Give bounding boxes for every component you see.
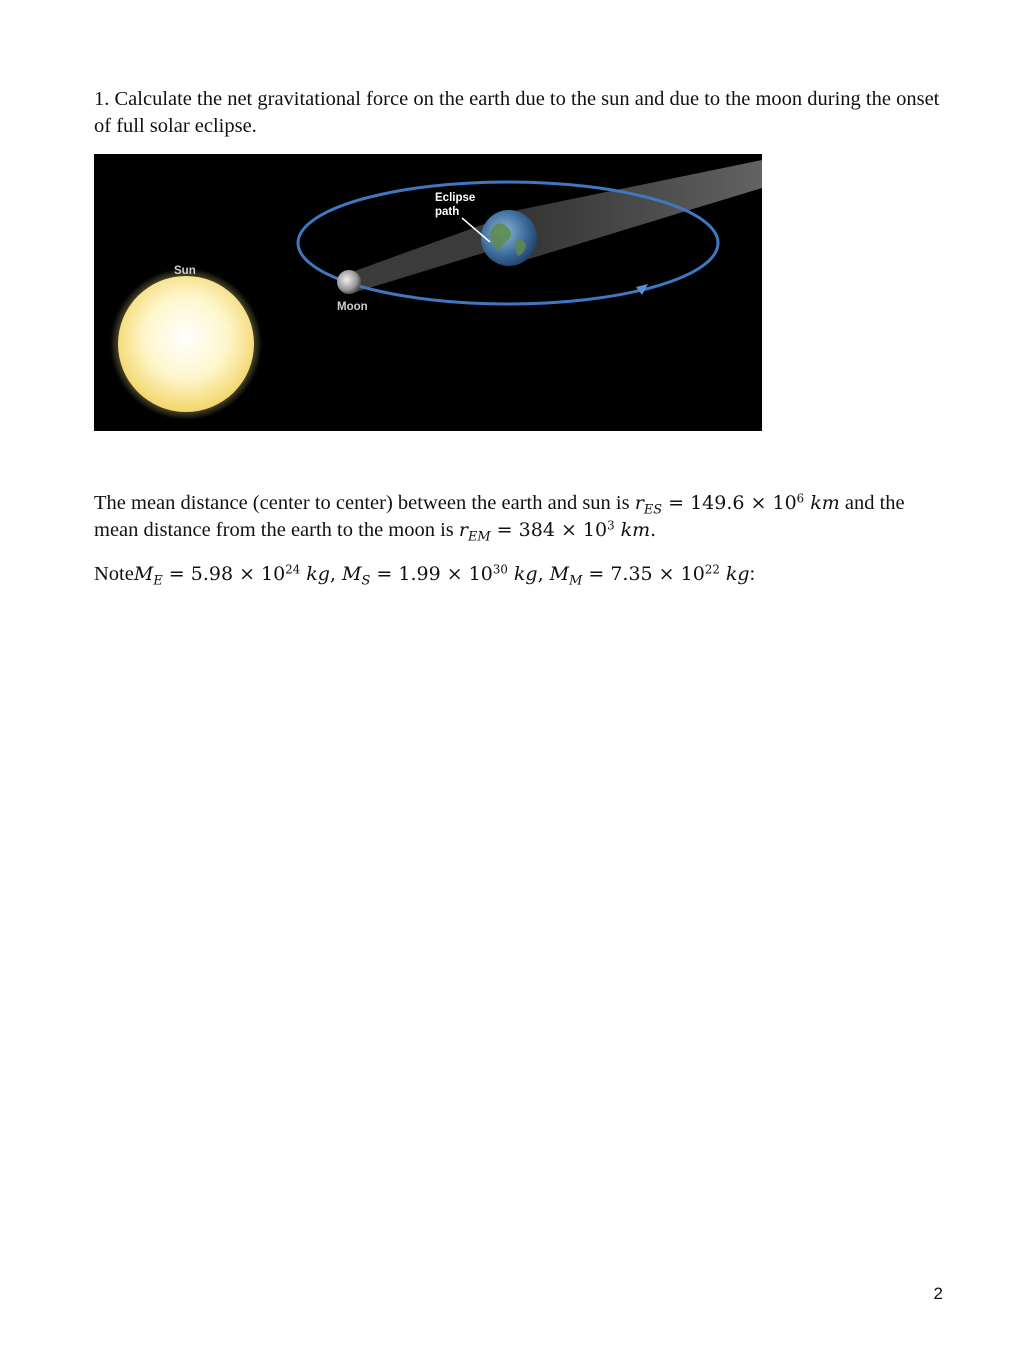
mass-note <box>94 561 954 588</box>
sep-2: , <box>537 563 550 585</box>
r-em-subscript: EM <box>468 529 491 545</box>
label-moon: Moon <box>337 301 368 313</box>
label-eclipse: Eclipse <box>435 192 476 204</box>
r-em-value: = 384 × 10 <box>490 519 608 541</box>
me-unit: kg <box>306 563 330 585</box>
distance-statement <box>94 490 954 544</box>
page-number: 2 <box>933 1284 943 1303</box>
r-em-unit: km <box>620 519 651 541</box>
ms-unit: kg <box>513 563 538 585</box>
me-exponent: 24 <box>285 562 301 577</box>
moon <box>337 270 361 294</box>
mm-subscript: M <box>569 573 583 589</box>
mm-value: = 7.35 × 10 <box>582 563 705 585</box>
sun <box>118 276 254 412</box>
note-prefix: Note <box>94 563 134 585</box>
distance-end: . <box>650 519 657 541</box>
mm-unit: kg <box>725 563 750 585</box>
r-es-value: = 149.6 × 10 <box>662 492 797 514</box>
r-em-equation <box>458 518 657 545</box>
me-value: = 5.98 × 10 <box>162 563 286 585</box>
distance-connector: and the mean distance from the earth to the moon is <box>94 492 905 541</box>
ms-exponent: 30 <box>492 562 508 577</box>
me-subscript: E <box>153 573 163 589</box>
distance-intro: The mean distance (center to center) between the earth and sun is <box>94 492 635 514</box>
r-es-subscript: ES <box>643 502 663 518</box>
ms-subscript: S <box>361 573 371 589</box>
note-end: : <box>749 563 756 585</box>
solar-eclipse-figure <box>94 154 762 431</box>
label-sun: Sun <box>174 265 196 277</box>
ms-value: = 1.99 × 10 <box>370 563 493 585</box>
mm-exponent: 22 <box>704 562 720 577</box>
sep-1: , <box>329 563 343 585</box>
r-es-exponent: 6 <box>796 491 805 506</box>
mass-equations <box>133 562 750 589</box>
r-em-symbol: r <box>458 519 468 541</box>
ms-symbol: M <box>342 563 362 585</box>
r-es-unit: km <box>810 492 840 514</box>
r-em-exponent: 3 <box>607 518 615 533</box>
r-es-symbol: r <box>634 492 644 514</box>
r-es-equation <box>634 491 840 518</box>
me-symbol: M <box>133 563 154 585</box>
mm-symbol: M <box>549 563 570 585</box>
label-path: path <box>435 206 460 218</box>
question-text: 1. Calculate the net gravitational force on the earth due to the sun and due to the moon during the onset of full solar eclipse. <box>94 88 940 137</box>
